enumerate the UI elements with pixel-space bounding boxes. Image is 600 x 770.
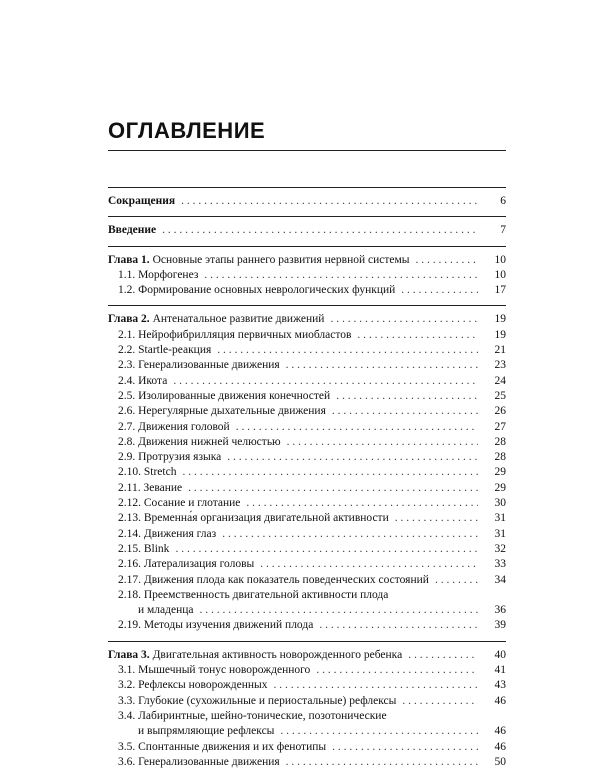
toc-entry-title: 2.18. Преемственность двигательной активности плода [118,588,389,601]
toc-entry-title: 2.7. Движения головой [118,420,230,433]
toc-entry[interactable] [108,343,506,358]
toc-entry[interactable] [108,435,506,450]
toc-entry-chapter: Введение [108,224,157,237]
toc-entry[interactable] [108,557,506,572]
toc-page-number: 28 [494,435,506,448]
dot-leader [182,465,478,480]
toc-page-number: 46 [494,740,506,753]
toc-entry-title: 2.9. Протрузия языка [118,451,222,464]
toc-entry-label [118,588,388,603]
toc-page-number: 31 [494,527,506,540]
dot-leader [316,663,478,678]
toc-entry[interactable] [108,358,506,373]
toc-entry[interactable] [108,223,506,238]
toc-entry-title: 2.13. Временна́я организация двигательной активности [118,512,389,525]
toc-entry-title: 2.3. Генерализованные движения [118,359,280,372]
toc-entry[interactable] [108,709,506,724]
toc-entry-title: 2.19. Методы изучения движений плода [118,619,314,632]
toc-page-number: 28 [494,451,506,464]
toc-entry-label [138,603,194,618]
toc-page-number: 21 [494,344,506,357]
toc-page-number: 40 [494,648,506,661]
dot-leader [204,268,478,283]
toc-entry-label [118,283,395,298]
toc-page-number: 10 [494,268,506,281]
toc-entry[interactable] [108,283,506,298]
toc-entry-label [108,194,175,209]
toc-page-number: 36 [494,604,506,617]
toc-page-number: 23 [494,359,506,372]
dot-leader [217,343,478,358]
toc-entry-label [118,450,221,465]
toc-entry-label [118,404,326,419]
toc-page-number: 25 [494,389,506,402]
toc-entry-chapter: Глава 2. [108,313,150,326]
toc-entry-label [118,694,396,709]
toc-entry-title: 2.5. Изолированные движения конечностей [118,389,331,402]
dot-leader [336,389,478,404]
toc-entry-title: 2.6. Нерегулярные дыхательные движения [118,405,326,418]
toc-entry-label [108,648,402,663]
toc-page-number: 39 [494,619,506,632]
dot-leader [280,724,478,739]
toc-entry-label [118,328,351,343]
toc-entry-title: 2.10. Stretch [118,466,177,479]
toc-entry-title: 3.2. Рефлексы новорожденных [118,679,268,692]
toc-entry-label [118,496,240,511]
toc-entry-title: 1.2. Формирование основных неврологических функций [118,284,396,297]
dot-leader [162,223,478,238]
toc-entry-label [118,740,326,755]
toc-entry-label [118,527,216,542]
dot-leader [319,618,478,633]
toc-page-number: 32 [494,542,506,555]
toc-entry-title: и младенца [138,604,194,617]
toc-entry-label [118,542,169,557]
toc-page-number: 19 [494,313,506,326]
toc-entry[interactable] [108,678,506,693]
toc-entry[interactable] [108,253,506,268]
toc-entry-title: 3.6. Генерализованные движения [118,755,280,768]
page-title: ОГЛАВЛЕНИЕ [108,118,266,143]
toc-entry-label [118,389,330,404]
section-divider [108,246,506,247]
dot-leader [175,542,478,557]
dot-leader [274,678,478,693]
toc-entry-title: Основные этапы раннего развития нервной системы [149,253,410,266]
toc-entry-label [118,511,389,526]
toc-entry[interactable] [108,481,506,496]
toc-entry[interactable] [108,740,506,755]
table-of-contents [108,180,506,770]
toc-entry-label [118,358,280,373]
toc-page-number: 43 [494,679,506,692]
toc-entry-label [118,481,182,496]
toc-entry-label [138,724,274,739]
toc-entry-title: 2.4. Икота [118,374,168,387]
toc-entry[interactable] [108,404,506,419]
toc-page-number: 26 [494,405,506,418]
dot-leader [332,404,478,419]
toc-entry-label [118,573,429,588]
toc-page-number: 33 [494,558,506,571]
toc-entry-title: Двигательная активность новорожденного ребенка [149,648,403,661]
toc-page-number: 29 [494,481,506,494]
toc-entry-label [118,268,198,283]
dot-leader [357,328,478,343]
section-divider [108,187,506,188]
toc-entry-label [118,663,310,678]
section-divider [108,216,506,217]
toc-entry-label [108,253,410,268]
dot-leader [286,358,478,373]
toc-entry[interactable] [108,527,506,542]
toc-page-number: 6 [500,195,506,207]
toc-page-number: 7 [500,224,506,237]
toc-page-number: 46 [494,694,506,707]
toc-entry-label [118,755,280,770]
toc-page-number: 24 [494,374,506,387]
dot-leader [330,312,478,327]
toc-entry-title: 3.1. Мышечный тонус новорожденного [118,664,311,677]
dot-leader [188,481,478,496]
toc-entry[interactable] [108,542,506,557]
dot-leader [287,435,478,450]
toc-entry-label [108,223,156,238]
toc-entry[interactable] [108,268,506,283]
toc-entry-label [118,618,313,633]
toc-entry-chapter: Глава 3. [108,648,150,661]
dot-leader [236,420,478,435]
toc-entry[interactable] [108,328,506,343]
dot-leader [408,648,478,663]
toc-entry-title: и выпрямляющие рефлексы [138,725,275,738]
section-divider [108,305,506,306]
toc-entry[interactable] [108,465,506,480]
dot-leader [401,283,478,298]
toc-entry-chapter: Глава 1. [108,253,150,266]
toc-entry[interactable] [108,663,506,678]
dot-leader [286,755,478,770]
toc-entry-label [118,435,281,450]
toc-entry-title: 2.14. Движения глаз [118,527,217,540]
toc-page-number: 34 [494,573,506,586]
toc-entry[interactable] [108,450,506,465]
toc-entry[interactable] [108,603,506,618]
toc-entry-chapter: Сокращения [108,195,176,207]
dot-leader [200,603,478,618]
dot-leader [416,253,479,268]
toc-entry[interactable] [108,312,506,327]
toc-entry-title: 3.4. Лабиринтные, шейно-тонические, позотонические [118,709,387,722]
toc-entry[interactable] [108,511,506,526]
dot-leader [332,740,478,755]
toc-entry-label [118,709,387,724]
section-divider [108,641,506,642]
toc-page-number: 30 [494,497,506,510]
dot-leader [222,527,478,542]
toc-entry[interactable] [108,389,506,404]
toc-entry-title: 2.8. Движения нижней челюстью [118,435,281,448]
toc-entry-label [108,312,324,327]
toc-entry-title: 2.11. Зевание [118,481,183,494]
toc-entry-title: 3.3. Глубокие (сухожильные и периостальные) рефлексы [118,694,397,707]
toc-entry[interactable] [108,374,506,389]
toc-page-number: 29 [494,466,506,479]
toc-entry[interactable] [108,618,506,633]
toc-page-number: 41 [494,664,506,677]
dot-leader [227,450,478,465]
toc-page-number: 50 [494,755,506,768]
toc-page-number: 46 [494,725,506,738]
toc-entry[interactable] [108,194,506,209]
dot-leader [173,374,478,389]
dot-leader [246,496,478,511]
toc-page-number: 19 [494,328,506,341]
title-rule [108,150,506,151]
toc-entry-title: 2.12. Сосание и глотание [118,497,241,510]
toc-entry[interactable] [108,420,506,435]
dot-leader [395,511,478,526]
toc-entry-label [118,420,230,435]
toc-entry-label [118,343,211,358]
toc-entry-label [118,557,254,572]
toc-entry[interactable] [108,724,506,739]
toc-entry-title: 2.1. Нейрофибрилляция первичных миобластов [118,328,352,341]
toc-entry-label [118,465,176,480]
toc-entry-title: 3.5. Спонтанные движения и их фенотипы [118,740,327,753]
toc-entry-title: 2.2. Startle-реакция [118,344,212,357]
dot-leader [402,694,478,709]
toc-page-number: 17 [494,284,506,297]
toc-entry[interactable] [108,573,506,588]
toc-page-number: 10 [494,253,506,266]
toc-entry-title: 2.16. Латерализация головы [118,558,255,571]
toc-page-number: 31 [494,512,506,525]
toc-entry-label [118,374,167,389]
dot-leader [260,557,478,572]
toc-entry-title: 2.17. Движения плода как показатель поведенческих состояний [118,573,429,586]
toc-page-number: 27 [494,420,506,433]
toc-entry[interactable] [108,496,506,511]
toc-entry[interactable] [108,755,506,770]
toc-entry[interactable] [108,694,506,709]
toc-entry-label [118,678,268,693]
dot-leader [181,194,478,209]
dot-leader [435,573,478,588]
toc-entry-title: 1.1. Морфогенез [118,268,199,281]
toc-entry[interactable] [108,588,506,603]
toc-entry[interactable] [108,648,506,663]
toc-entry-title: Антенатальное развитие движений [149,313,325,326]
toc-entry-title: 2.15. Blink [118,542,170,555]
